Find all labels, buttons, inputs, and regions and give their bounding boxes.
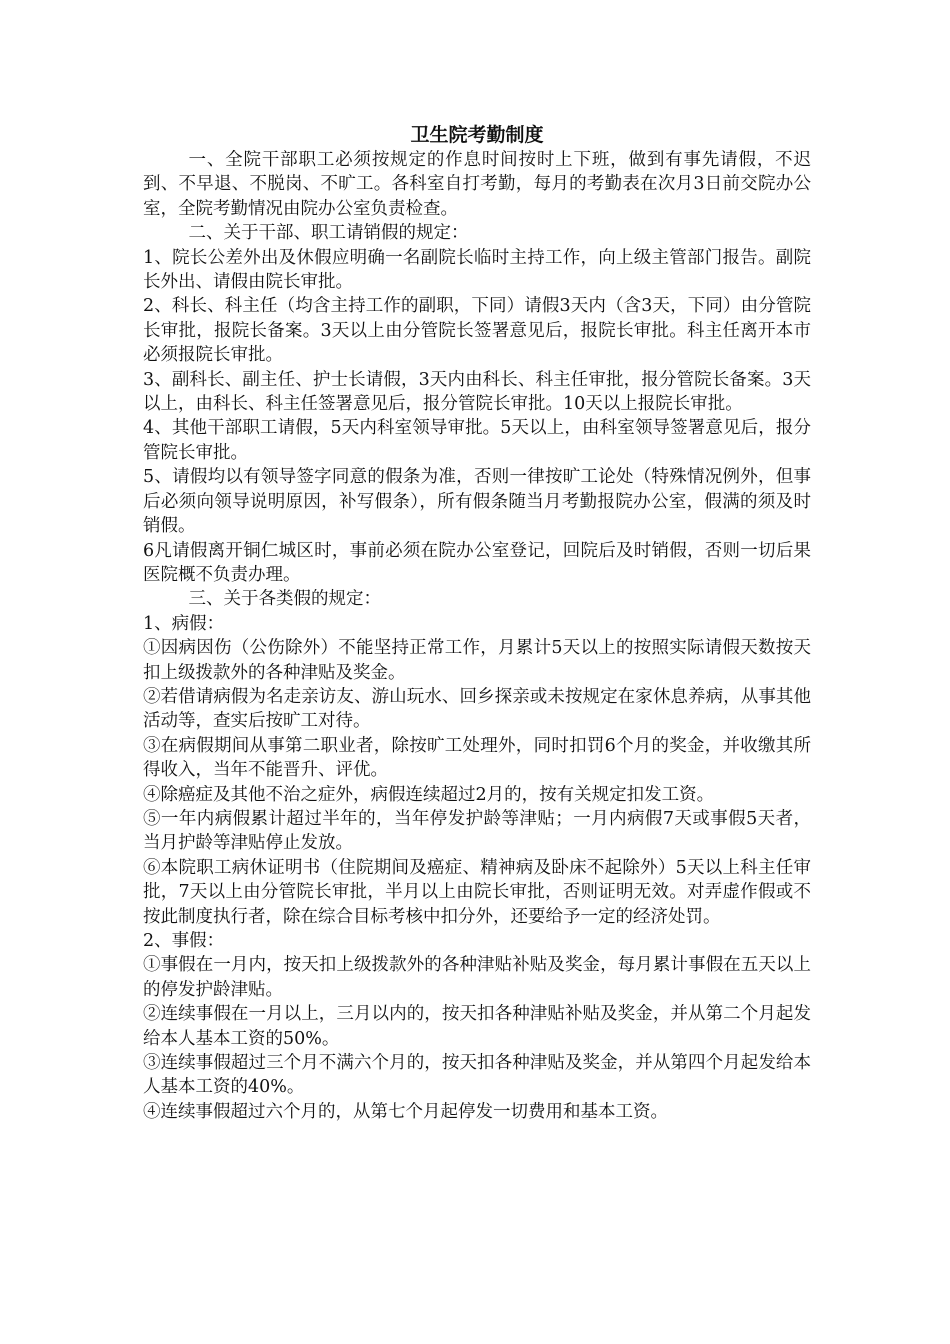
section-2-item: 1、院长公差外出及休假应明确一名副院长临时主持工作，向上级主管部门报告。副院长外出、请假由院长审批。	[143, 247, 811, 293]
sick-leave-item: ⑥本院职工病休证明书（住院期间及癌症、精神病及卧床不起除外）5天以上科主任审批，7天以上由分管院长审批，半月以上由院长审批，否则证明无效。对弄虚作假或不按此制度执行者，除在综合目标考核中扣分外，还要给予一定的经济处罚。	[143, 857, 811, 927]
section-3-heading: 三、关于各类假的规定：	[188, 589, 381, 610]
document-body	[143, 122, 811, 1124]
document-title: 卫生院考勤制度	[410, 124, 544, 146]
sick-leave-heading: 1、病假：	[143, 613, 225, 634]
section-2-item: 5、请假均以有领导签字同意的假条为准，否则一律按旷工论处（特殊情况例外，但事后必须向领导说明原因，补写假条），所有假条随当月考勤报院办公室，假满的须及时销假。	[143, 467, 811, 537]
personal-leave-item: ③连续事假超过三个月不满六个月的，按天扣各种津贴及奖金，并从第四个月起发给本人基本工资的40%。	[143, 1053, 811, 1098]
section-2-heading: 二、关于干部、职工请销假的规定：	[188, 223, 469, 244]
personal-leave-item: ①事假在一月内，按天扣上级拨款外的各种津贴补贴及奖金，每月累计事假在五天以上的停发护龄津贴。	[143, 955, 811, 1000]
sick-leave-item: ①因病因伤（公伤除外）不能坚持正常工作，月累计5天以上的按照实际请假天数按天扣上级拨款外的各种津贴及奖金。	[143, 638, 811, 683]
sick-leave-item: ⑤一年内病假累计超过半年的，当年停发护龄等津贴；一月内病假7天或事假5天者，当月护龄等津贴停止发放。	[143, 808, 811, 854]
sick-leave-item: ④除癌症及其他不治之症外，病假连续超过2月的，按有关规定扣发工资。	[143, 784, 715, 805]
section-2-item: 3、副科长、副主任、护士长请假，3天内由科长、科主任审批，报分管院长备案。3天以上，由科长、科主任签署意见后，报分管院长审批。10天以上报院长审批。	[143, 369, 811, 415]
intro-paragraph: 一、全院干部职工必须按规定的作息时间按时上下班，做到有事先请假，不迟到、不早退、不脱岗、不旷工。各科室自打考勤，每月的考勤表在次月3日前交院办公室，全院考勤情况由院办公室负责检查。	[143, 150, 811, 219]
section-2-item: 4、其他干部职工请假，5天内科室领导审批。5天以上，由科室领导签署意见后，报分管院长审批。	[143, 418, 811, 463]
sick-leave-item: ②若借请病假为名走亲访友、游山玩水、回乡探亲或未按规定在家休息养病，从事其他活动等，查实后按旷工对待。	[143, 686, 811, 732]
personal-leave-item: ②连续事假在一月以上，三月以内的，按天扣各种津贴补贴及奖金，并从第二个月起发给本人基本工资的50%。	[143, 1004, 811, 1049]
personal-leave-heading: 2、事假：	[143, 931, 225, 951]
section-2-item: 6凡请假离开铜仁城区时，事前必须在院办公室登记，回院后及时销假，否则一切后果医院概不负责办理。	[143, 540, 811, 585]
section-2-item: 2、科长、科主任（均含主持工作的副职，下同）请假3天内（含3天，下同）由分管院长审批，报院长备案。3天以上由分管院长签署意见后，报院长审批。科主任离开本市必须报院长审批。	[143, 296, 811, 366]
personal-leave-item: ④连续事假超过六个月的，从第七个月起停发一切费用和基本工资。	[143, 1101, 668, 1122]
sick-leave-item: ③在病假期间从事第二职业者，除按旷工处理外，同时扣罚6个月的奖金，并收缴其所得收入，当年不能晋升、评优。	[143, 735, 811, 781]
